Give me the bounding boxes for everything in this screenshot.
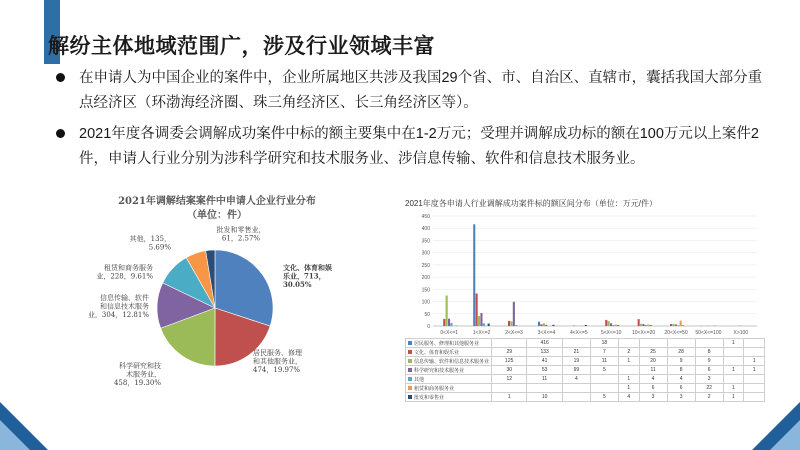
- table-cell: 6: [639, 384, 667, 393]
- bullet-text: 2021年度各调委会调解成功案件中标的额主要集中在1-2万元；受理并调解成功标的额在100万元以上案件2件，申请人行业分别为涉科学研究和技术服务业、涉信息传输、软件和信息技术服务业。: [79, 126, 759, 167]
- bar: [476, 293, 478, 326]
- bar: [513, 302, 515, 326]
- table-cell: [590, 384, 618, 393]
- pie-title: 2021年调解结案案件中申请人企业行业分布: [118, 196, 316, 207]
- legend-swatch-icon: [408, 341, 412, 345]
- x-tick-label: 10<X<=20: [631, 330, 656, 336]
- table-cell: 41: [527, 357, 562, 366]
- table-cell: 8: [695, 348, 723, 357]
- table-cell: 22: [695, 384, 723, 393]
- pie-subtitle: （单位：件）: [187, 210, 247, 221]
- corner-decoration-right-inner: [770, 420, 800, 450]
- bar-chart-data-table: [405, 338, 765, 402]
- table-cell: 1: [492, 393, 527, 402]
- bar: [510, 321, 512, 326]
- table-cell: 1: [723, 393, 744, 402]
- table-cell: 1: [744, 357, 765, 366]
- bullet-list: [56, 66, 776, 178]
- table-row: [406, 384, 765, 393]
- table-cell: [639, 339, 667, 348]
- table-cell: 9: [667, 357, 695, 366]
- table-cell: 7: [590, 348, 618, 357]
- pie-slice-label: 科学研究和技术服务业， 458，19.30%: [113, 362, 161, 387]
- table-cell: 20: [639, 357, 667, 366]
- table-cell: [492, 384, 527, 393]
- table-cell: [562, 393, 590, 402]
- table-row: [406, 393, 765, 402]
- table-row: [406, 339, 765, 348]
- table-cell: 18: [590, 339, 618, 348]
- y-tick-label: 100: [421, 299, 430, 306]
- table-cell: [492, 339, 527, 348]
- bar: [647, 325, 649, 326]
- table-cell: 25: [639, 348, 667, 357]
- x-tick-label: 50<X<=100: [695, 330, 722, 336]
- bullet-text: 在申请人为中国企业的案件中，企业所属地区共涉及我国29个省、市、自治区、直辖市，囊括我国大部分重点经济区（环渤海经济圈、珠三角经济区、长三角经济区等）。: [79, 70, 763, 111]
- bar: [448, 319, 450, 326]
- table-row: [406, 366, 765, 375]
- bar: [545, 325, 547, 326]
- bar: [585, 325, 587, 326]
- table-cell: [744, 393, 765, 402]
- y-tick-label: 50: [424, 311, 430, 318]
- table-cell: 1: [723, 366, 744, 375]
- series-label: 科学研究和技术服务业: [406, 366, 492, 375]
- table-cell: [618, 339, 639, 348]
- table-cell: [744, 348, 765, 357]
- table-cell: [723, 357, 744, 366]
- industry-pie-chart: [85, 190, 350, 405]
- y-tick-label: 200: [421, 275, 430, 282]
- bar: [608, 321, 610, 326]
- table-cell: 1: [744, 366, 765, 375]
- bar: [640, 324, 642, 326]
- bar: [446, 295, 448, 326]
- table-cell: 4: [618, 393, 639, 402]
- bar: [615, 325, 617, 326]
- bar: [617, 325, 619, 326]
- table-cell: [590, 375, 618, 384]
- table-cell: 11: [590, 357, 618, 366]
- legend-swatch-icon: [408, 386, 412, 390]
- table-cell: [723, 348, 744, 357]
- table-cell: 125: [492, 357, 527, 366]
- pie-slice-label: 批发和零售业， 61，2.57%: [216, 226, 266, 243]
- pie-slice-label: 其他，135， 5.69%: [129, 235, 171, 252]
- bar: [677, 325, 679, 326]
- pie-slice-label: 信息传输、软件和信息技术服务业，304，12.81%: [87, 294, 149, 319]
- table-cell: 3: [667, 393, 695, 402]
- table-cell: 1: [618, 375, 639, 384]
- table-cell: [744, 375, 765, 384]
- table-cell: 3: [639, 393, 667, 402]
- bar: [473, 224, 475, 326]
- table-cell: [562, 384, 590, 393]
- amount-bar-chart: [405, 198, 765, 420]
- y-tick-label: 0: [427, 324, 430, 330]
- table-cell: 416: [527, 339, 562, 348]
- series-label: 批发和零售业: [406, 393, 492, 402]
- table-cell: 53: [527, 366, 562, 375]
- table-cell: 11: [639, 366, 667, 375]
- bar: [478, 316, 480, 326]
- series-label: 居民服务、修理和其他服务业: [406, 339, 492, 348]
- table-cell: 1: [618, 384, 639, 393]
- legend-swatch-icon: [408, 368, 412, 372]
- table-cell: [744, 339, 765, 348]
- bar: [670, 324, 672, 326]
- bar: [450, 323, 452, 326]
- table-cell: [723, 375, 744, 384]
- legend-swatch-icon: [408, 395, 412, 399]
- y-tick-label: 350: [421, 238, 430, 245]
- table-cell: 1: [618, 357, 639, 366]
- pie-slice-label: 租赁和商务服务业，228，9.61%: [96, 264, 153, 281]
- table-cell: [618, 366, 639, 375]
- table-cell: 9: [695, 357, 723, 366]
- legend-swatch-icon: [408, 377, 412, 381]
- bar: [638, 319, 640, 326]
- slide-title: 解纷主体地域范围广，涉及行业领域丰富: [48, 35, 435, 58]
- table-cell: [562, 339, 590, 348]
- table-cell: 19: [562, 357, 590, 366]
- pie-chart-svg: [85, 190, 350, 405]
- bar: [488, 324, 490, 326]
- table-cell: 1: [723, 339, 744, 348]
- table-cell: 4: [667, 375, 695, 384]
- table-cell: 2: [618, 348, 639, 357]
- table-cell: 11: [527, 375, 562, 384]
- table-cell: 10: [527, 393, 562, 402]
- table-cell: [527, 384, 562, 393]
- bullet-item: [56, 122, 776, 172]
- bar: [612, 325, 614, 326]
- bar: [680, 321, 682, 326]
- table-cell: 4: [562, 375, 590, 384]
- bullet-dot-icon: [56, 129, 65, 138]
- series-label: 其他: [406, 375, 492, 384]
- bar: [642, 324, 644, 326]
- bar-chart-svg: [405, 210, 765, 338]
- table-cell: 21: [562, 348, 590, 357]
- table-cell: 2: [695, 393, 723, 402]
- legend-swatch-icon: [408, 359, 412, 363]
- pie-slice-label: 文化、体育和娱乐业，713， 30.05%: [283, 263, 332, 289]
- x-tick-label: 2<X<=3: [505, 330, 523, 336]
- table-cell: [695, 339, 723, 348]
- x-tick-label: 0<X<=1: [440, 330, 459, 336]
- bar: [650, 325, 652, 326]
- table-cell: 133: [527, 348, 562, 357]
- bar: [543, 323, 545, 326]
- table-row: [406, 375, 765, 384]
- x-tick-label: 20<X<=50: [664, 330, 688, 336]
- legend-swatch-icon: [408, 350, 412, 354]
- y-tick-label: 300: [421, 250, 430, 257]
- table-cell: 29: [492, 348, 527, 357]
- bar: [443, 319, 445, 326]
- table-cell: 8: [667, 366, 695, 375]
- table-cell: 28: [667, 348, 695, 357]
- table-cell: [667, 339, 695, 348]
- y-tick-label: 450: [421, 214, 430, 220]
- table-row: [406, 357, 765, 366]
- x-tick-label: 4<X<=5: [569, 330, 588, 336]
- bar: [515, 325, 517, 326]
- bar: [675, 325, 677, 326]
- x-tick-label: 5<X<=10: [600, 330, 622, 336]
- table-cell: 5: [590, 393, 618, 402]
- table-cell: 6: [667, 384, 695, 393]
- bar: [645, 325, 647, 326]
- y-tick-label: 400: [421, 226, 430, 233]
- bar: [480, 313, 482, 326]
- table-cell: 99: [562, 366, 590, 375]
- bar: [610, 323, 612, 326]
- bullet-item: [56, 66, 776, 116]
- x-tick-label: 3<X<=4: [537, 330, 556, 336]
- series-label: 文化、体育和娱乐业: [406, 348, 492, 357]
- bar: [540, 324, 542, 326]
- bar-chart-title: 2021年度各申请人行业调解成功案件标的额区间分布（单位：万元/件）: [405, 199, 658, 208]
- bar: [508, 321, 510, 326]
- table-cell: 12: [492, 375, 527, 384]
- series-label: 信息传输、软件和信息技术服务业: [406, 357, 492, 366]
- table-cell: 4: [639, 375, 667, 384]
- bullet-dot-icon: [56, 73, 65, 82]
- table-cell: [744, 384, 765, 393]
- bar: [552, 325, 554, 326]
- pie-slice-label: 居民服务、修理和其他服务业， 474，19.97%: [253, 349, 302, 374]
- bar: [538, 322, 540, 326]
- table-cell: 3: [695, 375, 723, 384]
- x-tick-label: X>100: [733, 330, 749, 336]
- x-tick-label: 1<X<=2: [472, 330, 491, 336]
- table-row: [406, 348, 765, 357]
- table-cell: 1: [723, 384, 744, 393]
- table-cell: 5: [590, 366, 618, 375]
- series-label: 租赁和商务服务业: [406, 384, 492, 393]
- table-cell: 30: [492, 366, 527, 375]
- bar: [672, 324, 674, 326]
- bar: [483, 323, 485, 326]
- y-tick-label: 250: [421, 262, 430, 269]
- bar: [605, 320, 607, 326]
- y-tick-label: 150: [421, 287, 430, 294]
- table-cell: 6: [695, 366, 723, 375]
- corner-decoration-left-inner: [0, 420, 30, 450]
